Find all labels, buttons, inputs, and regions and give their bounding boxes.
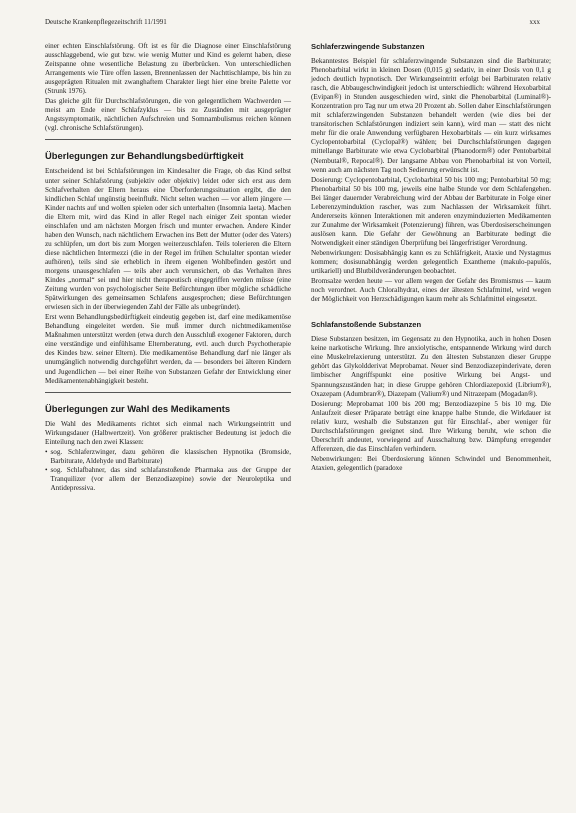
paragraph: einer echten Einschlafstörung. Oft ist es für die Diagnose einer Einschlafstörung ausschlaggebend, wie gut bzw. wie wenig Mutter und Kind es gelernt haben, diese Zeitspanne ohne wesentliche Belastung zu überbrücken. Von unterschiedlichen Arrangements wie Türe offen lassen, Brennenlassen der Nachttischlampe, bis hin zu ausgeprägten Ritualen mit zwanghaftem Charakter liegt hier eine breite Palette vor (Strunk 1976).	[45, 42, 291, 96]
paragraph: Bromsalze werden heute — vor allem wegen der Gefahr des Bromismus — kaum noch verordnet. Auch Chloralhydrat, eines der ältesten Schlafmittel, wird wegen der Möglichkeit von Herzschädigungen kaum mehr als Schlafmittel eingesetzt.	[311, 277, 551, 304]
paragraph: Dosierung: Meprobamat 100 bis 200 mg; Benzodiazepine 5 bis 10 mg. Die Anlaufzeit dieser Präparate beträgt eine knappe halbe Stunde, die Wirkdauer ist relativ kurz, weshalb die Substanzen gut für Einschlaf-, aber weniger für Durchschlafstörungen geeignet sind. Ihre Wirkung beruht, wie schon die Überschrift andeutet, vorwiegend auf Ausschaltung bzw. Dämpfung erregender Afferenzen, die das Einschlafen verhindern.	[311, 399, 551, 453]
section-divider	[45, 392, 291, 393]
subsection-heading: Schlaferzwingende Substanzen	[311, 42, 425, 51]
paragraph: Das gleiche gilt für Durchschlafstörungen, die von gelegentlichem Wachwerden — meist am Ende einer Schlafzyklus — bis zu Zuständen mit ausgeprägter Angstsymptomatik, nächtlichen Aufschreien und Somnambulismus reichen können (vgl. chronische Schlafstörungen).	[45, 97, 291, 133]
bullet-icon: •	[45, 465, 48, 474]
list-item-text: sog. Schlaferzwinger, dazu gehören die klassischen Hypnotika (Bromside, Barbiturate, Aldehyde und Barbiturate)	[50, 447, 291, 465]
paragraph: Erst wenn Behandlungsbedürftigkeit eindeutig gegeben ist, darf eine medikamentöse Behandlung eingeleitet werden. Sie muß immer durch nichtmedikamentöse Maßnahmen unterstützt werden (etwa durch den Ausschluß exogener Faktoren, durch eine verständige und einfühlsame Elternberatung, evtl. auch durch Psychotherapie des Kindes bzw. seiner Eltern). Die medikamentöse Behandlung darf nie länger als unumgänglich notwendig durchgeführt werden, da — besonders bei älteren Kindern und Jugendlichen — bei einer Reihe von Substanzen Gefahr der Entwicklung einer Medikamentenabhängigkeit besteht.	[45, 313, 291, 385]
list-item	[45, 466, 291, 493]
list-item	[45, 448, 291, 466]
list-item-text: sog. Schlafbahner, das sind schlafanstoßende Pharmaka aus der Gruppe der Tranquilizer (vor allem der Benzodiazepine) sowie der Neuroleptika und Antidepressiva.	[50, 465, 291, 492]
running-header	[45, 18, 540, 30]
paragraph: Bekanntestes Beispiel für schlaferzwingende Substanzen sind die Barbiturate; Phenobarbital wirkt in kleinen Dosen (0,015 g) sedativ, in einer Dosis von 0,1 g jedoch deutlich hypnotisch. Der Wirkungseintritt erfolgt bei Barbituraten relativ rasch, die Abbaugeschwindigkeit jedoch ist unterschiedlich: während Hexobarbital (Evipan®) in Stunden ausgeschieden wird, sinkt die Phenobarbital (Luminal®)-Konzentration pro Tag nur um etwa 20 Prozent ab. Sollen daher Einschlafstörungen mit schlaferzwingenden Substanzen behandelt werden (wie dies bei der transitorischen Schlafstörungen indiziert sein kann), wird man — statt des nicht mehr für die orale Anwendung verfügbaren Hexobarbitals — ein kurz wirksames Cyclopentobarbital (Cyclopal®) wählen; bei Durchschlafstörungen dagegen mittellange Barbiturate wie etwa Cyclobarbital (Phanodorm®) oder Pentobarbital (Nembutal®, Repocal®). Der langsame Abbau von Phenobarbital ist von Vorteil, wenn auch am nächsten Tag noch Sedierung erwünscht ist.	[311, 57, 551, 174]
section-divider	[45, 139, 291, 140]
bullet-icon: •	[45, 447, 48, 456]
left-column	[45, 42, 291, 493]
page-number: xxx	[529, 18, 540, 26]
paragraph: Nebenwirkungen: Bei Überdosierung können Schwindel und Benommenheit, Ataxien, gelegentlich (paradoxe	[311, 454, 551, 472]
journal-title: Deutsche Krankenpflegezeitschrift 11/1991	[45, 18, 167, 26]
paragraph: Dosierung: Cyclopentobarbital, Cyclobarbital 50 bis 100 mg; Pentobarbital 50 mg; Phenobarbital 50 bis 100 mg, jeweils eine halbe Stunde vor dem Schlafengehen. Bei länger dauernder Verabreichung wird der Abbau der Barbiturate in Folge einer Leberenzyminduktion rascher, was zum Nachlassen der Wirksamkeit führt. Andererseits können Interaktionen mit anderen enzyminduzierten Medikamenten zur Zunahme der Wirksamkeit (Potenzierung) führen, was Überdosiserscheinungen auslösen kann. Die Gefahr der Gewöhnung an Barbiturate bedingt die Notwendigkeit einer ständigen Überprüfung bei längerfristiger Verordnung.	[311, 175, 551, 247]
section-heading: Überlegungen zur Behandlungsbedürftigkeit	[45, 150, 244, 162]
right-column	[311, 42, 551, 474]
section-heading: Überlegungen zur Wahl des Medikaments	[45, 402, 231, 414]
paragraph: Diese Substanzen besitzen, im Gegensatz zu den Hypnotika, auch in hohen Dosen keine narkotische Wirkung. Ihre anxiolytische, entspannende Wirkung wird durch eine Muskelrelaxierung unterstützt. Zu den ältesten Substanzen dieser Gruppe gehört das Glykoldderivat Meprobamat. Neuer sind Benzodiazepinderivate, deren limbischer Angriffspunkt eine positive Wirkung bei Angst- und Spannungszuständen hat; in diese Gruppe gehören Chlordiazepoxid (Librium®), Oxazepam (Adumbran®), Diazepam (Valium®) und Nitrazepam (Mogadan®).	[311, 335, 551, 398]
paragraph: Die Wahl des Medikaments richtet sich einmal nach Wirkungseintritt und Wirkungsdauer (Halbwertzeit). Von größerer praktischer Bedeutung ist jedoch die Einteilung nach den zwei Klassen:	[45, 419, 291, 446]
subsection-heading: Schlafanstoßende Substanzen	[311, 320, 422, 330]
paragraph: Entscheidend ist bei Schlafstörungen im Kindesalter die Frage, ob das Kind selbst unter seiner Schlafstörung (subjektiv oder objektiv) leidet oder sich erst aus dem Schlafverhalten der Eltern heraus eine Überforderungssituation ergibt, die den kindlichen Schlaf ungünstig beeinflußt. Nicht selten wachen — vor allem jüngere — Kinder nachts auf und wollen spielen oder sich unterhalten (Insomnia laeta). Machen die Eltern mit, wird das Kind in aller Regel nach einiger Zeit spontan wieder einschlafen und am nächsten Morgen frisch und munter erwachen. Andere Kinder haben den Wunsch, nach nächtlichem Erwachen ins Bett der Mutter (oder des Vaters) zu schlüpfen, um dort bis zum Morgen weiterzuschlafen. Teils tolerieren die Eltern diese nächtlichen Intermezzi (die in der Regel im frühen Schulalter spontan wieder aufhören), teils sind sie erheblich in ihrem eigenen Wohlbefinden gestört und morgens unausgeschlafen — teils aber auch verunsichert, ob das Verhalten ihres Kindes „normal“ sei und hier nicht therapeutisch eingegriffen werden müsse (eine Zeitung wurden von psychologischer Seite Befürchtungen über mögliche schädliche Spätwirkungen des gemeinsamen Schlafens ausgesprochen; diese Befürchtungen erwiesen sich in der überwiegenden Zahl der Fälle als unbegründet).	[45, 167, 291, 312]
paragraph: Nebenwirkungen: Dosisabhängig kann es zu Schläfrigkeit, Ataxie und Nystagmus kommen; dosisunabhängig werden gelegentlich Exantheme (makulo-papulös, urtikariell) und Blutbildveränderungen beobachtet.	[311, 248, 551, 276]
